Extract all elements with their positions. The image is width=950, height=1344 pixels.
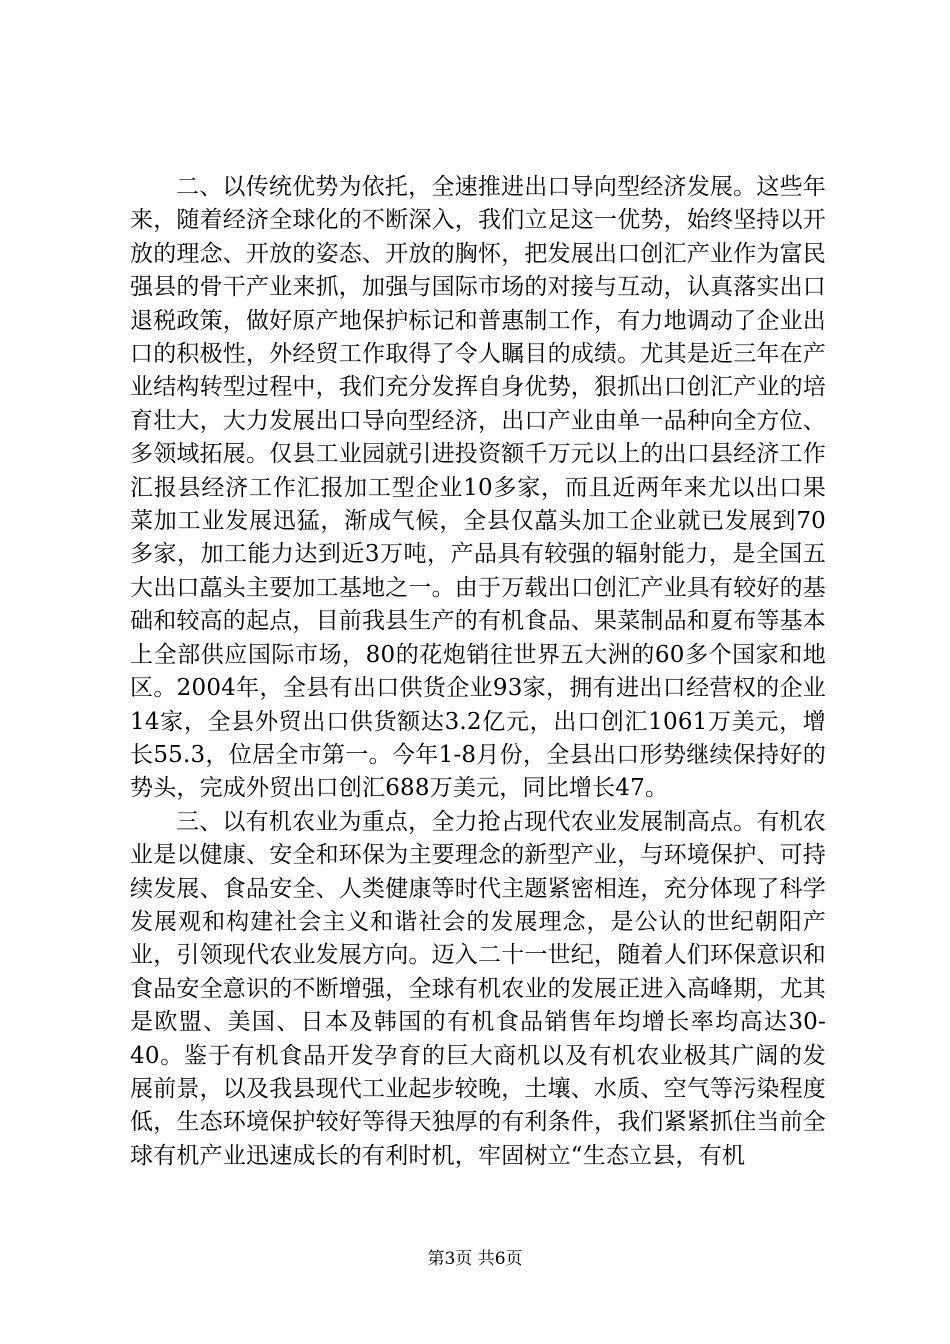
document-body xyxy=(130,171,826,1173)
paragraph-export-economy: 二、以传统优势为依托，全速推进出口导向型经济发展。这些年来，随着经济全球化的不断深入，我们立足这一优势，始终坚持以开放的理念、开放的姿态、开放的胸怀，把发展出口创汇产业作为富民强县的骨干产业来抓，加强与国际市场的对接与互动，认真落实出口退税政策，做好原产地保护标记和普惠制工作，有力地调动了企业出口的积极性，外经贸工作取得了令人瞩目的成绩。尤其是近三年在产业结构转型过程中，我们充分发挥自身优势，狠抓出口创汇产业的培育壮大，大力发展出口导向型经济，出口产业由单一品种向全方位、多领域拓展。仅县工业园就引进投资额千万元以上的出口县经济工作汇报县经济工作汇报加工型企业10多家，而且近两年来尤以出口果菜加工业发展迅猛，渐成气候，全县仅藠头加工企业就已发展到70多家，加工能力达到近3万吨，产品具有较强的辐射能力，是全国五大出口藠头主要加工基地之一。由于万载出口创汇产业具有较好的基础和较高的起点，目前我县生产的有机食品、果菜制品和夏布等基本上全部供应国际市场，80的花炮销往世界五大洲的60多个国家和地区。2004年，全县有出口供货企业93家，拥有进出口经营权的企业14家，全县外贸出口供货额达3.2亿元，出口创汇1061万美元，增长55.3，位居全市第一。今年1-8月份，全县出口形势继续保持好的势头，完成外贸出口创汇688万美元，同比增长47。 xyxy=(130,174,826,802)
paragraph-organic-agriculture: 三、以有机农业为重点，全力抢占现代农业发展制高点。有机农业是以健康、安全和环保为主要理念的新型产业，与环境保护、可持续发展、食品安全、人类健康等时代主题紧密相连，充分体现了科学发展观和构建社会主义和谐社会的发展理念，是公认的世纪朝阳产业，引领现代农业发展方向。迈入二十一世纪，随着人们环保意识和食品安全意识的不断增强，全球有机农业的发展正进入高峰期，尤其是欧盟、美国、日本及韩国的有机食品销售年均增长率均高达30-40。鉴于有机食品开发孕育的巨大商机以及有机农业极其广阔的发展前景，以及我县现代工业起步较晚，土壤、水质、空气等污染程度低，生态环境保护较好等得天独厚的有利条件，我们紧紧抓住当前全球有机产业迅速成长的有利时机，牢固树立“生态立县，有机 xyxy=(130,808,826,1169)
page-number-label: 第3页 共6页 xyxy=(427,1249,523,1269)
page-footer xyxy=(0,1244,950,1269)
